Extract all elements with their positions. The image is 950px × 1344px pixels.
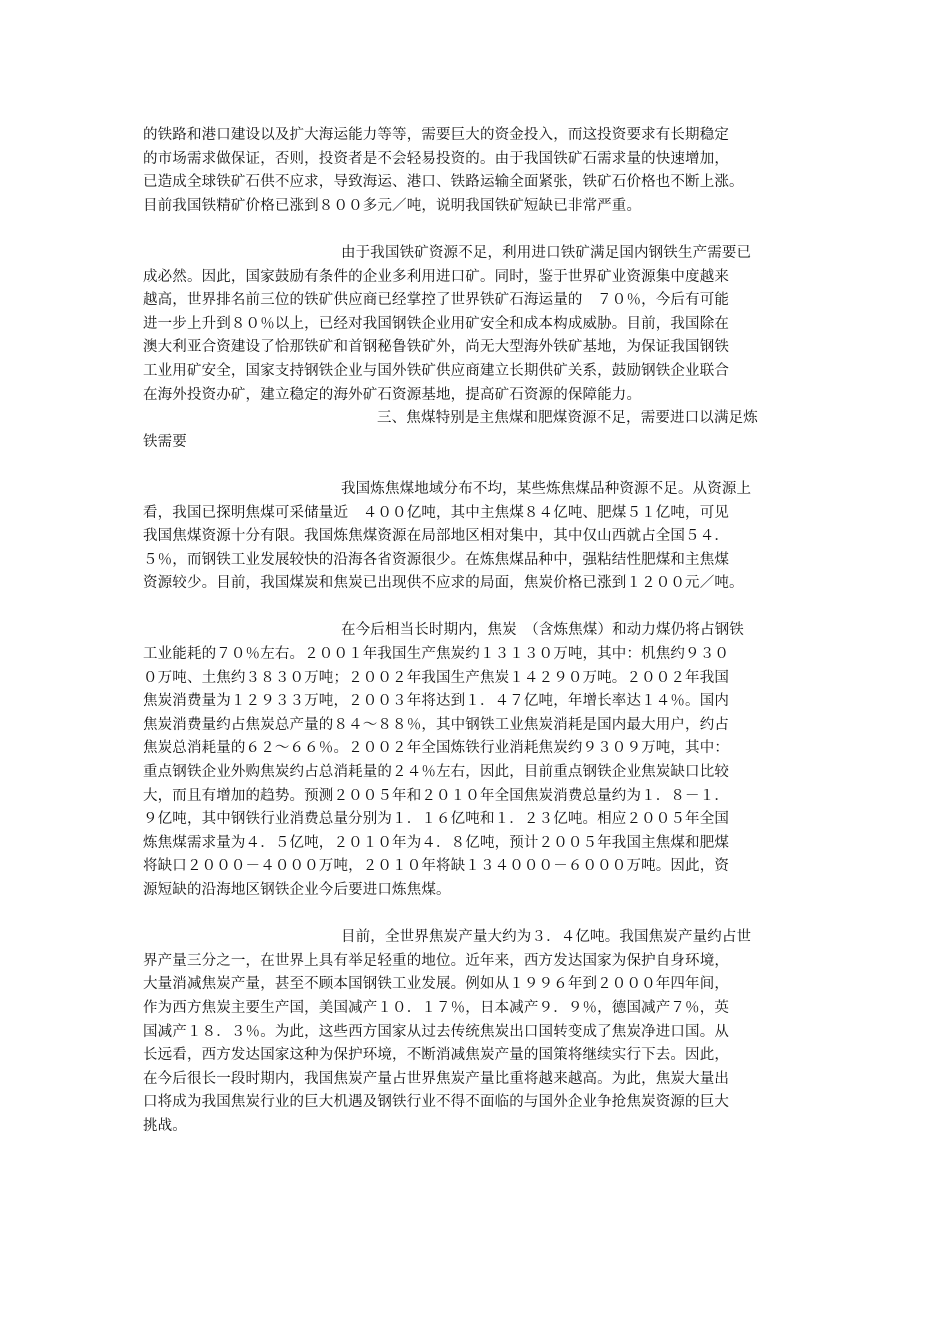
text-line: 口将成为我国焦炭行业的巨大机遇及钢铁行业不得不面临的与国外企业争抢焦炭资源的巨大 [143, 1094, 729, 1111]
document-body [143, 124, 825, 1139]
text-line: 由于我国铁矿资源不足，利用进口铁矿满足国内钢铁生产需要已 [341, 244, 752, 261]
paragraph-gap [143, 218, 825, 242]
text-line: 看，我国已探明焦煤可采储量近 ４００亿吨，其中主焦煤８４亿吨、肥煤５１亿吨，可见 [143, 504, 729, 521]
paragraph-gap [143, 454, 825, 478]
paragraph-world-coke-output [143, 926, 825, 1138]
text-line: ９亿吨，其中钢铁行业消费总量分别为１．１６亿吨和１．２３亿吨。相应２００５年全国 [143, 811, 729, 828]
text-line: 已造成全球铁矿石供不应求，导致海运、港口、铁路运输全面紧张，铁矿石价格也不断上涨。 [143, 174, 744, 191]
text-line: 在今后相当长时期内，焦炭 （含炼焦煤）和动力煤仍将占钢铁 [341, 622, 744, 639]
heading-line: 三、焦煤特别是主焦煤和肥煤资源不足，需要进口以满足炼 [377, 410, 758, 427]
text-line: 工业能耗的７０％左右。２００１年我国生产焦炭约１３１３０万吨，其中：机焦约９３０ [143, 646, 729, 663]
section-heading-coking-coal [143, 407, 825, 454]
text-line: 挑战。 [143, 1117, 187, 1134]
text-line: 的铁路和港口建设以及扩大海运能力等等，需要巨大的资金投入，而这投资要求有长期稳定 [143, 127, 729, 143]
text-line: 焦炭消费量为１２９３３万吨，２００３年将达到１．４７亿吨，年增长率达１４％。国内 [143, 693, 729, 710]
text-line: 在今后很长一段时期内，我国焦炭产量占世界焦炭产量比重将越来越高。为此，焦炭大量出 [143, 1070, 729, 1087]
text-line: ５％，而钢铁工业发展较快的沿海各省资源很少。在炼焦煤品种中，强粘结性肥煤和主焦煤 [143, 551, 729, 568]
text-line: 澳大利亚合资建设了恰那铁矿和首钢秘鲁铁矿外，尚无大型海外铁矿基地，为保证我国钢铁 [143, 339, 729, 356]
text-line: 目前我国铁精矿价格已涨到８００多元／吨，说明我国铁矿短缺已非常严重。 [143, 197, 642, 214]
text-line: 大，而且有增加的趋势。预测２００５年和２０１０年全国焦炭消费总量约为１．８－１． [143, 787, 729, 804]
text-line: 焦炭消费量约占焦炭总产量的８４～８８％，其中钢铁工业焦炭消耗是国内最大用户，约占 [143, 716, 729, 733]
paragraph-coking-coal-distribution [143, 478, 825, 596]
text-line: 将缺口２０００－４０００万吨，２０１０年将缺１３４０００－６０００万吨。因此，资 [143, 858, 729, 875]
text-line: 我国焦煤资源十分有限。我国炼焦煤资源在局部地区相对集中，其中仅山西就占全国５４． [143, 528, 729, 545]
text-line: 越高，世界排名前三位的铁矿供应商已经掌控了世界铁矿石海运量的 ７０％，今后有可能 [143, 292, 729, 309]
paragraph-iron-ore-logistics [143, 124, 825, 218]
text-line: 国减产１８．３％。为此，这些西方国家从过去传统焦炭出口国转变成了焦炭净进口国。从 [143, 1023, 729, 1040]
heading-line: 铁需要 [143, 433, 187, 450]
text-line: 成必然。因此，国家鼓励有条件的企业多利用进口矿。同时，鉴于世界矿业资源集中度越来 [143, 268, 729, 285]
text-line: 在海外投资办矿，建立稳定的海外矿石资源基地，提高矿石资源的保障能力。 [143, 386, 642, 403]
text-line: 炼焦煤需求量为４．５亿吨，２０１０年为４．８亿吨，预计２００５年我国主焦煤和肥煤 [143, 834, 729, 851]
paragraph-gap [143, 903, 825, 927]
text-line: 大量消减焦炭产量，甚至不顾本国钢铁工业发展。例如从１９９６年到２０００年四年间， [143, 976, 729, 993]
text-line: 资源较少。目前，我国煤炭和焦炭已出现供不应求的局面，焦炭价格已涨到１２００元／吨。 [143, 575, 744, 592]
paragraph-gap [143, 596, 825, 620]
text-line: 重点钢铁企业外购焦炭约占总消耗量的２４％左右，因此，目前重点钢铁企业焦炭缺口比较 [143, 764, 729, 781]
text-line: ０万吨、土焦约３８３０万吨；２００２年我国生产焦炭１４２９０万吨。２００２年我国 [143, 669, 729, 686]
paragraph-imported-ore [143, 242, 825, 407]
text-line: 进一步上升到８０％以上，已经对我国钢铁企业用矿安全和成本构成威胁。目前，我国除在 [143, 315, 729, 332]
text-line: 作为西方焦炭主要生产国，美国减产１０．１７％，日本减产９．９％，德国减产７％，英 [143, 999, 729, 1016]
text-line: 界产量三分之一，在世界上具有举足轻重的地位。近年来，西方发达国家为保护自身环境， [143, 952, 729, 969]
text-line: 长远看，西方发达国家这种为保护环境，不断消减焦炭产量的国策将继续实行下去。因此， [143, 1047, 729, 1064]
text-line: 我国炼焦煤地域分布不均，某些炼焦煤品种资源不足。从资源上 [341, 480, 752, 497]
text-line: 源短缺的沿海地区钢铁企业今后要进口炼焦煤。 [143, 882, 451, 898]
text-line: 焦炭总消耗量的６２～６６％。２００２年全国炼铁行业消耗焦炭约９３０９万吨，其中： [143, 740, 729, 757]
text-line: 目前，全世界焦炭产量大约为３．４亿吨。我国焦炭产量约占世 [341, 929, 752, 946]
text-line: 工业用矿安全，国家支持钢铁企业与国外铁矿供应商建立长期供矿关系，鼓励钢铁企业联合 [143, 362, 729, 379]
text-line: 的市场需求做保证，否则，投资者是不会轻易投资的。由于我国铁矿石需求量的快速增加， [143, 150, 729, 167]
paragraph-coke-consumption [143, 619, 825, 902]
